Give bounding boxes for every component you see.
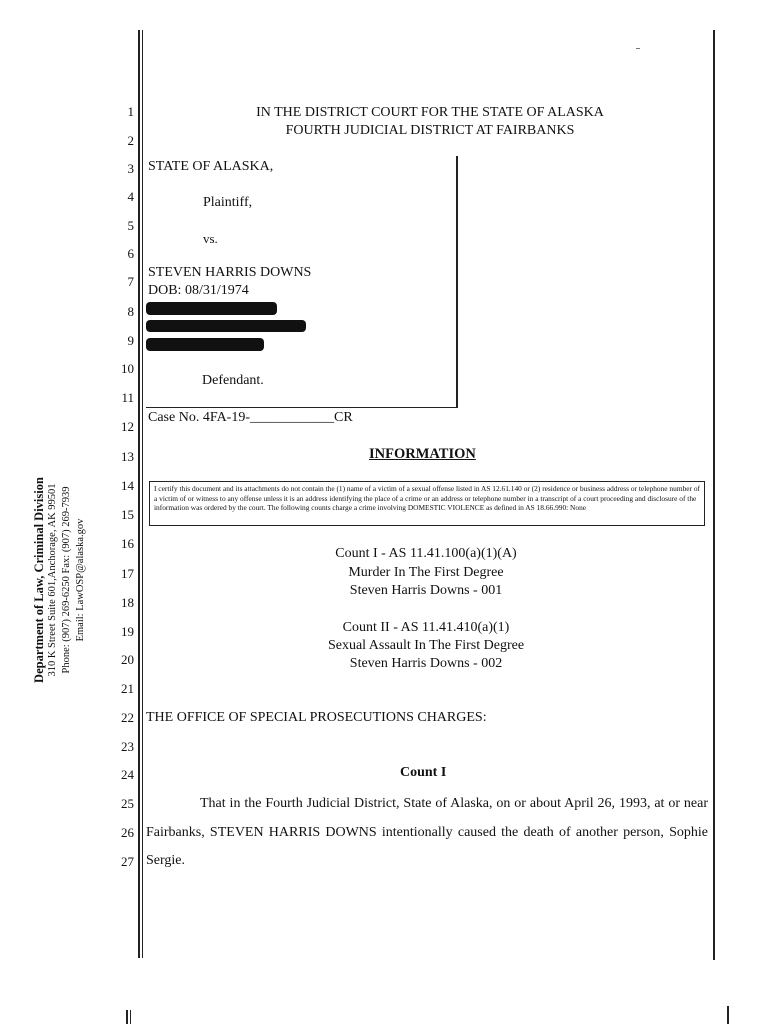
defendant-name: STEVEN HARRIS DOWNS — [148, 265, 312, 280]
count2-statute: Count II - AS 11.41.410(a)(1) — [342, 620, 510, 635]
caption-box-right-rule — [456, 156, 458, 408]
line-number: 3 — [127, 161, 134, 176]
department-phone-fax: Phone: (907) 269-6250 Fax: (907) 269-7939 — [61, 486, 72, 674]
count1-paragraph — [146, 790, 708, 876]
line-number: 16 — [121, 536, 134, 551]
line-number: 13 — [121, 449, 134, 464]
line-number: 8 — [127, 304, 134, 319]
line-number: 1 — [127, 104, 134, 119]
line-number: 23 — [121, 739, 134, 754]
line-number: 12 — [121, 419, 134, 434]
defendant-dob: DOB: 08/31/1974 — [148, 283, 249, 298]
line-number: 27 — [121, 854, 134, 869]
line-number: 19 — [121, 624, 134, 639]
left-margin-rule-outer — [138, 30, 140, 958]
line-number: 10 — [121, 361, 134, 376]
count1-heading: Count I — [400, 765, 447, 780]
redaction-bar — [146, 302, 277, 315]
line-number: 17 — [121, 566, 134, 581]
line-number: 26 — [121, 825, 134, 840]
count1-statute: Count I - AS 11.41.100(a)(1)(A) — [335, 546, 517, 561]
redaction-bar — [146, 320, 306, 332]
count1-defendant: Steven Harris Downs - 001 — [349, 583, 503, 598]
line-number: 15 — [121, 507, 134, 522]
charges-heading: THE OFFICE OF SPECIAL PROSECUTIONS CHARGES: — [146, 710, 487, 725]
court-header-line2: FOURTH JUDICIAL DISTRICT AT FAIRBANKS — [285, 123, 575, 138]
page-bottom-mark-left — [126, 1010, 128, 1024]
department-address: 310 K Street Suite 601,Anchorage, AK 99501 — [47, 483, 58, 677]
line-number: 14 — [121, 478, 134, 493]
line-number: 18 — [121, 595, 134, 610]
versus: vs. — [203, 231, 218, 246]
count1-text: That in the Fourth Judicial District, State of Alaska, on or about April 26, 1993, at or near Fairbanks, STEVEN HARRIS DOWNS intentionally caused the death of another person, Sophie Sergie. — [146, 796, 708, 868]
line-number: 24 — [121, 767, 134, 782]
line-number: 20 — [121, 652, 134, 667]
count2-defendant: Steven Harris Downs - 002 — [349, 656, 503, 671]
law-office-sidebar — [32, 460, 88, 700]
page-bottom-mark-left-2 — [130, 1010, 131, 1024]
case-number: Case No. 4FA-19-____________CR — [148, 410, 353, 425]
department-name: Department of Law, Criminal Division — [32, 477, 46, 683]
document-title: INFORMATION — [369, 446, 476, 462]
department-email: Email: LawOSP@alaska.gov — [75, 518, 86, 642]
caption-box-bottom-rule — [146, 407, 457, 408]
redaction-bar — [146, 338, 264, 351]
right-margin-rule — [713, 30, 715, 960]
line-number: 22 — [121, 710, 134, 725]
line-number: 2 — [127, 133, 134, 148]
line-number: 9 — [127, 333, 134, 348]
plaintiff-name: STATE OF ALASKA, — [148, 159, 274, 174]
line-number: 11 — [121, 390, 134, 405]
line-number: 5 — [127, 218, 134, 233]
line-number: 7 — [127, 274, 134, 289]
court-header-line1: IN THE DISTRICT COURT FOR THE STATE OF ALASKA — [256, 105, 604, 120]
line-number: 6 — [127, 246, 134, 261]
page-top-speck — [636, 48, 640, 49]
line-number: 25 — [121, 796, 134, 811]
page-bottom-mark-right — [727, 1006, 729, 1024]
defendant-role: Defendant. — [202, 373, 264, 388]
count2-offense: Sexual Assault In The First Degree — [327, 638, 525, 653]
line-number: 21 — [121, 681, 134, 696]
line-number: 4 — [127, 189, 134, 204]
left-margin-rule-inner — [142, 30, 143, 958]
count1-offense: Murder In The First Degree — [348, 565, 504, 580]
plaintiff-role: Plaintiff, — [203, 195, 253, 210]
certification-notice: I certify this document and its attachments do not contain the (1) name of a victim of a sexual offense listed in AS 12.61.140 or (2) residence or business address or telephone number of a victim of or witness to any offense unless it is an address identifying the place of a crime or an address or telephone number in a transcript of a court proceeding and disclosure of the information was ordered by the court. The following counts charge a crime involving DOMESTIC VIOLENCE as defined in AS 18.66.990: None — [149, 481, 705, 526]
